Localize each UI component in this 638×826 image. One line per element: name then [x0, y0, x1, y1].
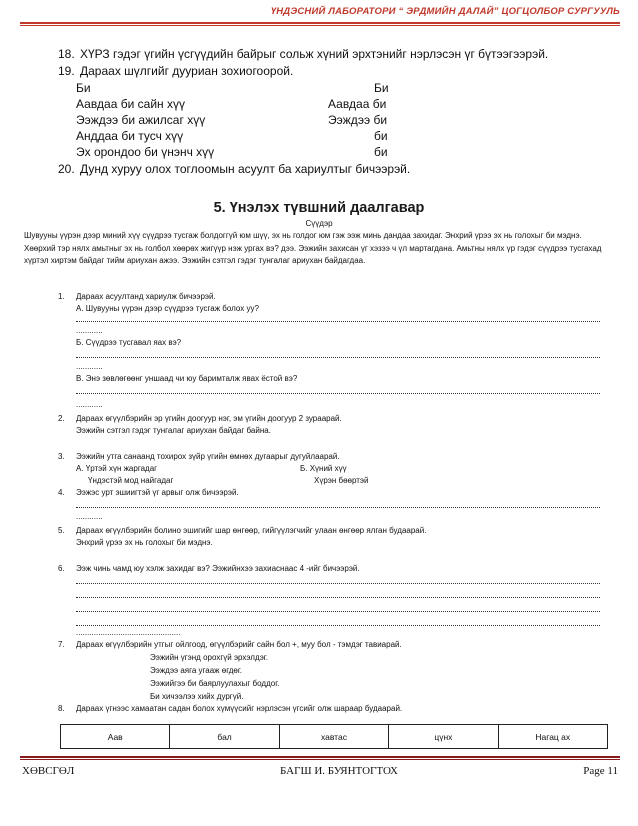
header-rule [20, 22, 620, 24]
task-3-text: Ээжийн утга санаанд тохирох зүйр үгийн өмнөх дугаарыг дугуйлаарай. [76, 452, 340, 461]
task-4-text: Ээжэс урт эшиигтэй үг арвыг олж бичээрэй. [76, 488, 239, 497]
page-number: Page 11 [583, 765, 618, 777]
word-table [60, 724, 608, 749]
poem-left-line: Эх орондоо би үнэнч хүү [76, 145, 215, 159]
answer-line [76, 314, 600, 322]
poem-right-line: Би [374, 81, 389, 95]
answer-line-short: ............................................... [76, 628, 181, 637]
section-title: 5. Үнэлэх түвшний даалгавар [213, 200, 425, 216]
footer-rule [20, 756, 620, 758]
question-number: 18. [58, 47, 75, 61]
question-text: ХҮРЗ гэдэг үгийн үсгүүдийн байрыг сольж хүний эрхтэнийг нэрлэсэн үг бүтээгээрэй. [80, 47, 549, 61]
task-6-text: Ээж чинь чамд юу хэлж захидаг вэ? Ээжийнхээ захиаснаас 4 -ийг бичээрэй. [76, 564, 360, 573]
task-2-number: 2. [58, 414, 65, 423]
task-5-text: Дараах өгүүлбэрийн болино эшигийг шар өнгөөр, гийгүүлэгчийг улаан өнгөөр ялган будаарай. [76, 526, 427, 535]
answer-line [76, 500, 600, 508]
question-text: Дараах шүлгийг дууриан зохиогоорой. [80, 64, 294, 78]
word-cell[interactable]: бал [170, 725, 279, 749]
footer-rule-thin [20, 759, 620, 760]
poem-left-line: Аавдаа би сайн хүү [76, 97, 185, 111]
poem-left-line: Би [76, 81, 91, 95]
task-3-option-b-line2: Хүрэн бөөртэй [314, 476, 369, 485]
task-5-sentence: Энхрий үрээ эх нь голохыг би мэднэ. [76, 538, 213, 547]
task-8-number: 8. [58, 704, 65, 713]
poem-left-line: Ээждээ би ажилсаг хүү [76, 113, 206, 127]
poem-right-line: би [374, 145, 388, 159]
answer-line-short: ............ [76, 400, 103, 409]
poem-right-line: Ээждээ би [328, 113, 388, 127]
answer-line-short: ............ [76, 512, 103, 521]
task-7-item: Ээждээ аяга угааж өгдөг. [150, 666, 243, 675]
poem-right-line: Аавдаа би [328, 97, 387, 111]
poem-left-line: Анддаа би тусч хүү [76, 129, 184, 143]
word-cell[interactable]: Нагац ах [498, 725, 607, 749]
question-20 [58, 162, 410, 176]
task-3-option-a-line2: Үндэстэй мод найгадаг [88, 476, 174, 485]
task-1-question-c: В. Энэ зөвлөгөөнг уншаад чи юу баримталж явах ёстой вэ? [76, 374, 298, 383]
task-7-number: 7. [58, 640, 65, 649]
task-1-number: 1. [58, 292, 65, 301]
question-text: Дунд хуруу олох тоглоомын асуулт ба хариултыг бичээрэй. [80, 162, 411, 176]
word-cell[interactable]: Аав [61, 725, 170, 749]
poem-right-line: би [374, 129, 388, 143]
task-3-option-b: Б. Хүний хүү [300, 464, 347, 473]
question-number: 19. [58, 64, 75, 78]
header-rule-thin [20, 25, 620, 26]
task-8-text: Дараах үгнээс хамаатан садан болох хүмүүсийг нэрлэсэн үгсийг олж шараар будаарай. [76, 704, 403, 713]
answer-line [76, 618, 600, 626]
answer-line [76, 604, 600, 612]
answer-line [76, 590, 600, 598]
table-row [61, 725, 608, 749]
word-cell[interactable]: цүнх [389, 725, 498, 749]
task-3-option-a: А. Үртэй хүн жаргадаг [76, 464, 158, 473]
task-1-question-a: А. Шувууны үүрэн дээр сүүдрээ тусгаж болох уу? [76, 304, 259, 313]
task-7-item: Ээжийгээ би баярлуулахыг боддог. [150, 679, 280, 688]
task-4-number: 4. [58, 488, 65, 497]
task-7-item: Ээжийн үгэнд орохгүй эрхэлдэг. [150, 653, 268, 662]
story-paragraph: Шувууны үүрэн дээр миний хүү сүүдрээ тусгаж болдоггүй юм шүү, эх нь голдог юм гэж ээж минь дандаа захидаг. Энхрий үрээ эх нь голохыг би мэднэ. Хөөрхий тэр нялх амьтныг эх нь голбол хөөрөх жигүүр нэж ургах вэ? дээ. Ээжийн захисан үг хэзээ ч үл мартагдана. Амьтны нялх үр гэдэг сүүдрээ тусгахад хүртэл хиртэм байдаг тийм ариухан ажээ. Ээжийн сэтгэл гэдэг тунгалаг ариухан байдагдаа. [24, 231, 602, 265]
task-1-text: Дараах асуултанд хариулж бичээрэй. [76, 292, 216, 301]
task-2-sentence: Ээжийн сэтгэл гэдэг тунгалаг ариухан байдаг байна. [76, 426, 271, 435]
task-1-question-b: Б. Сүүдрээ тусгавал яах вэ? [76, 338, 182, 347]
task-2-text: Дараах өгүүлбэрийн эр үгийн доогуур нэг, эм үгийн доогуур 2 зураарай. [76, 414, 342, 423]
page-header-title: ҮНДЭСНИЙ ЛАБОРАТОРИ “ ЭРДМИЙН ДАЛАЙ” ЦОГЦОЛБОР СУРГУУЛЬ [270, 6, 620, 17]
answer-line-short: ............ [76, 326, 103, 335]
task-7-text: Дараах өгүүлбэрийн утгыг ойлгоод, өгүүлбэрийг сайн бол +, муу бол - тэмдэг тавиарай. [76, 640, 402, 649]
answer-line-short: ............ [76, 362, 103, 371]
answer-line [76, 386, 600, 394]
story-title: Сүүдэр [305, 219, 333, 228]
task-7-item: Би хичээлээ хийх дургүй. [150, 692, 244, 701]
question-number: 20. [58, 162, 75, 176]
word-cell[interactable]: хавтас [279, 725, 388, 749]
answer-line [76, 576, 600, 584]
task-3-number: 3. [58, 452, 65, 461]
question-18 [58, 47, 548, 61]
answer-line [76, 350, 600, 358]
footer-left: ХӨВСГӨЛ [22, 765, 75, 777]
footer-center: БАГШ И. БУЯНТОГТОХ [280, 765, 399, 777]
task-5-number: 5. [58, 526, 65, 535]
question-19 [58, 64, 293, 78]
task-6-number: 6. [58, 564, 65, 573]
